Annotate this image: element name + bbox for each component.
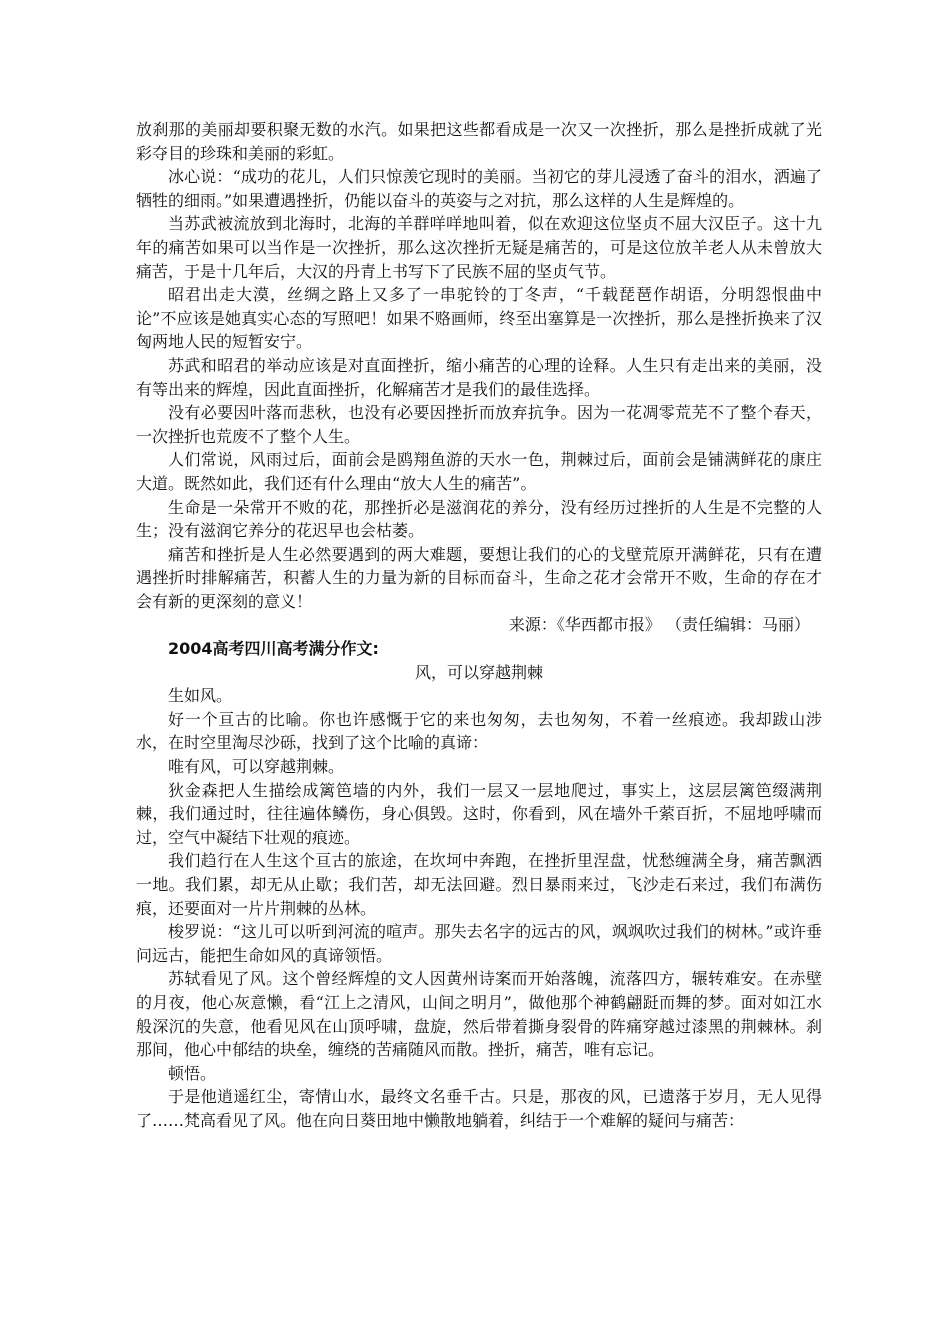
essay-paragraph: 好一个亘古的比喻。你也许感慨于它的来也匆匆，去也匆匆，不着一丝痕迹。我却跋山涉水，在时空里淘尽沙砾，找到了这个比喻的真谛： (136, 709, 822, 753)
source-line: 来源：《华西都市报》 （责任编辑：马丽） (508, 615, 810, 635)
essay-paragraph: 于是他逍遥红尘，寄情山水，最终文名垂千古。只是，那夜的风，已遗落于岁月，无人见得了……梵高看见了风。他在向日葵田地中懒散地躺着，纠结于一个难解的疑问与痛苦： (136, 1087, 822, 1130)
paragraph: 苏武和昭君的举动应该是对直面挫折，缩小痛苦的心理的诠释。人生只有走出来的美丽，没有等出来的辉煌，因此直面挫折，化解痛苦才是我们的最佳选择。 (136, 355, 822, 399)
essay-paragraph: 我们趋行在人生这个亘古的旅途，在坎坷中奔跑，在挫折里涅盘，忧愁缠满全身，痛苦飘洒一地。我们累，却无从止歇；我们苦，却无法回避。烈日暴雨来过，飞沙走石来过，我们布满伤痕，还要面对一片片荆棘的丛林。 (136, 851, 822, 918)
paragraph: 当苏武被流放到北海时，北海的羊群咩咩地叫着，似在欢迎这位坚贞不屈大汉臣子。这十九年的痛苦如果可以当作是一次挫折，那么这次挫折无疑是痛苦的，可是这位放羊老人从未曾放大痛苦，于是十几年后，大汉的丹青上书写下了民族不屈的坚贞气节。 (136, 214, 822, 281)
paragraph: 痛苦和挫折是人生必然要遇到的两大难题，要想让我们的心的戈壁荒原开满鲜花，只有在遭遇挫折时排解痛苦，积蓄人生的力量为新的目标而奋斗，生命之花才会常开不败，生命的存在才会有新的更深刻的意义！ (136, 544, 822, 611)
essay-paragraph: 梭罗说：“这儿可以听到河流的喧声。那失去名字的远古的风，飒飒吹过我们的树林。”或许垂问远古，能把生命如风的真谛领悟。 (136, 922, 822, 965)
essay-paragraph: 生如风。 (168, 686, 233, 706)
document-page (136, 118, 822, 1133)
essay-title: 风，可以穿越荆棘 (414, 662, 543, 682)
paragraph: 生命是一朵常开不败的花，那挫折必是滋润花的养分，没有经历过挫折的人生是不完整的人生；没有滋润它养分的花迟早也会枯萎。 (136, 497, 822, 541)
essay-paragraph: 顿悟。 (168, 1063, 217, 1083)
essay-paragraph: 狄金森把人生描绘成篱笆墙的内外，我们一层又一层地爬过，事实上，这层层篱笆缀满荆棘，我们通过时，往往遍体鳞伤，身心俱毁。这时，你看到，风在墙外千萦百折，不屈地呼啸而过，空气中凝结下壮观的痕迹。 (136, 780, 822, 847)
paragraph: 放刹那的美丽却要积聚无数的水汽。如果把这些都看成是一次又一次挫折，那么是挫折成就了光彩夺目的珍珠和美丽的彩虹。 (136, 120, 822, 163)
essay-paragraph: 苏轼看见了风。这个曾经辉煌的文人因黄州诗案而开始落魄，流落四方，辗转难安。在赤壁的月夜，他心灰意懒，看“江上之清风，山间之明月”，做他那个神鹤翩跹而舞的梦。面对如江水般深沉的失意，他看见风在山顶呼啸，盘旋，然后带着撕身裂骨的阵痛穿越过漆黑的荆棘林。刹那间，他心中郁结的块垒，缠绕的苦痛随风而散。挫折，痛苦，唯有忘记。 (136, 969, 822, 1060)
paragraph: 没有必要因叶落而悲秋，也没有必要因挫折而放弃抗争。因为一花凋零荒芜不了整个春天，一次挫折也荒废不了整个人生。 (136, 403, 822, 446)
section-heading: 2004高考四川高考满分作文: (168, 639, 379, 659)
paragraph: 人们常说，风雨过后，面前会是鸥翔鱼游的天水一色，荆棘过后，面前会是铺满鲜花的康庄大道。既然如此，我们还有什么理由“放大人生的痛苦”。 (136, 450, 822, 493)
essay-paragraph: 唯有风，可以穿越荆棘。 (168, 757, 345, 777)
paragraph: 冰心说：“成功的花儿，人们只惊羡它现时的美丽。当初它的芽儿浸透了奋斗的泪水，洒遍了牺牲的细雨。”如果遭遇挫折，仍能以奋斗的英姿与之对抗，那么这样的人生是辉煌的。 (136, 167, 822, 210)
paragraph: 昭君出走大漠，丝绸之路上又多了一串驼铃的丁冬声，“千载琵琶作胡语，分明怨恨曲中论”不应该是她真实心态的写照吧！如果不赂画师，终至出塞算是一次挫折，那么是挫折换来了汉匈两地人民的短暂安宁。 (136, 285, 822, 352)
